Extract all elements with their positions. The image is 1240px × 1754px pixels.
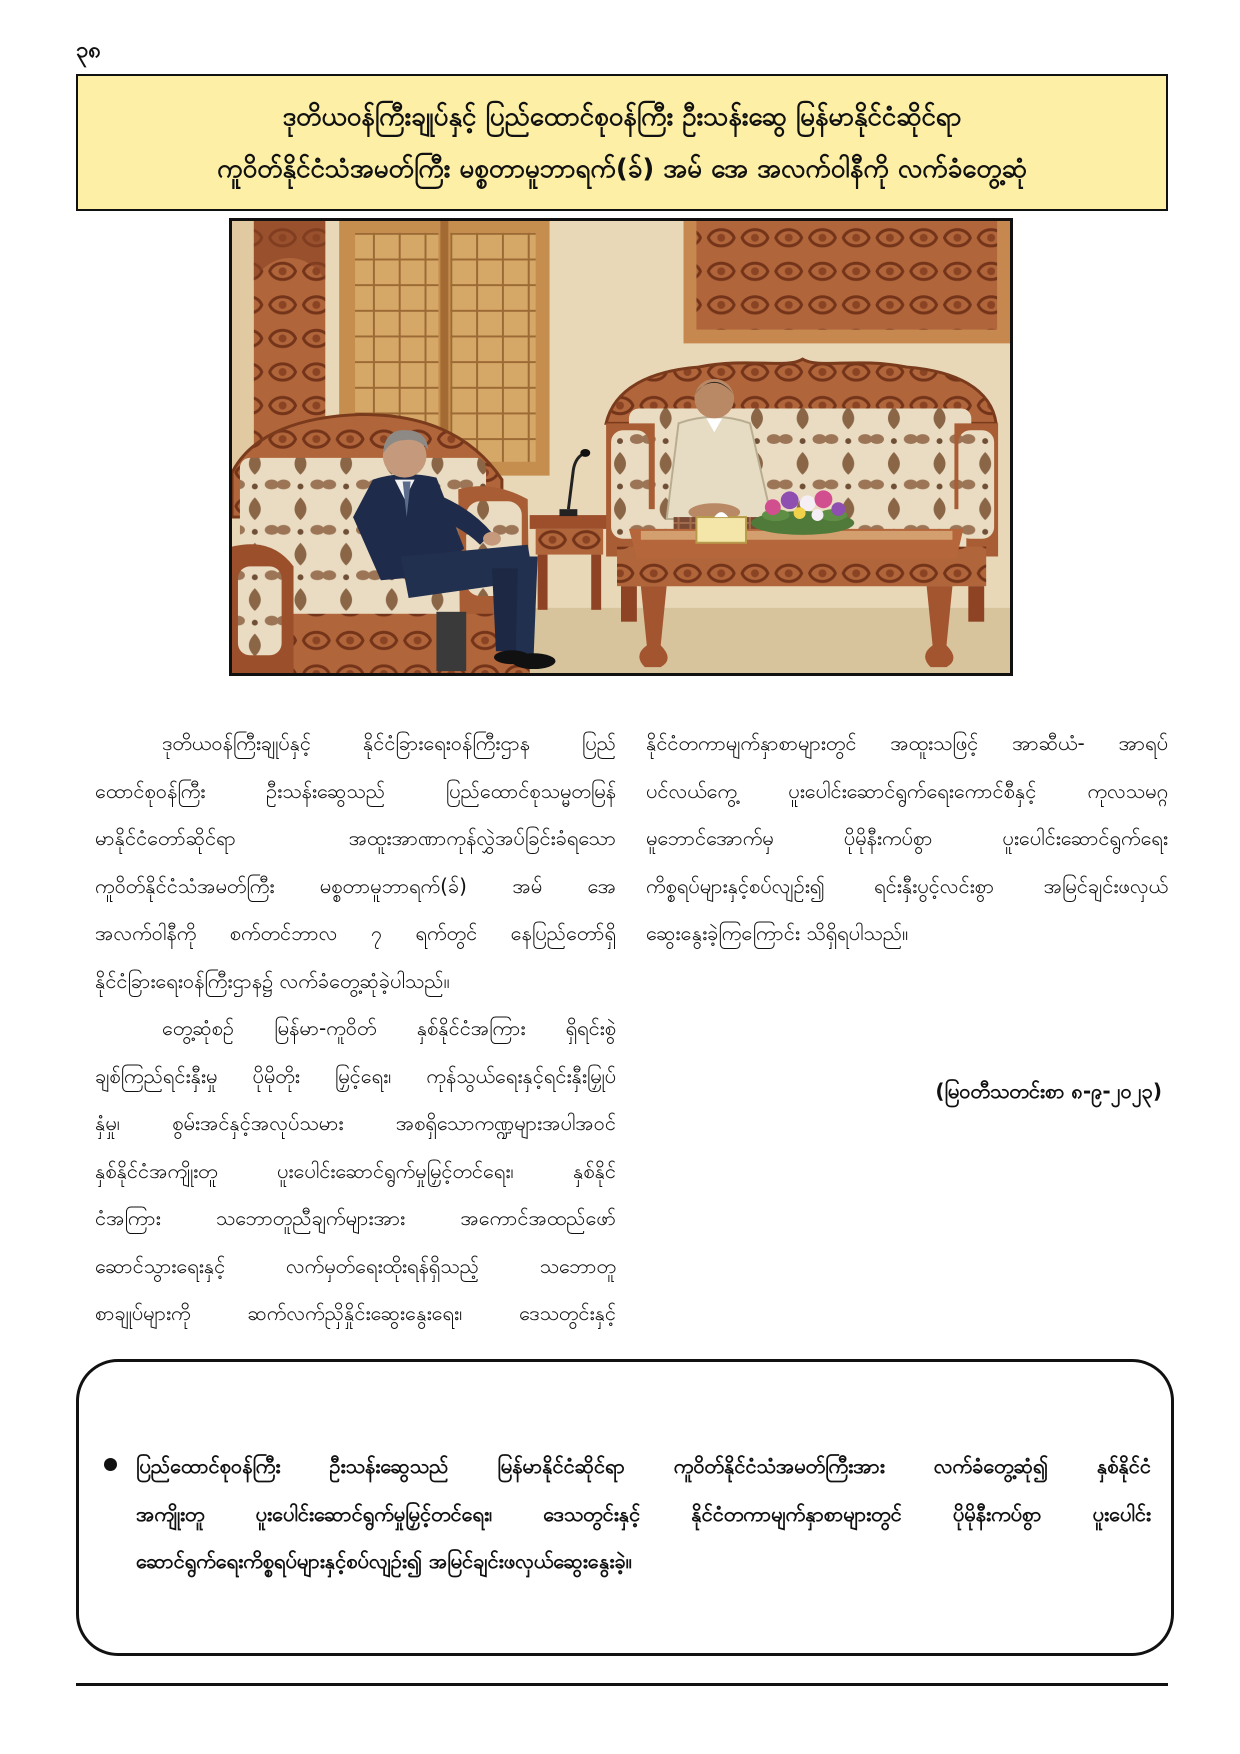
summary-line: အကျိုးတူ ပူးပေါင်းဆောင်ရွက်မှုမြှင့်တင်ရေး၊ ဒေသတွင်းနှင့် နိုင်ငံတကာမျက်နှာစာများတွင် ပိုမိုနီးကပ်စွာ ပူးပေါင်း <box>136 1501 1151 1526</box>
summary-line: ပြည်ထောင်စုဝန်ကြီး ဦးသန်းဆွေသည် မြန်မာနိုင်ငံဆိုင်ရာ ကူဝိတ်နိုင်ငံသံအမတ်ကြီးအား လက်ခံတွေ့ဆုံ၍ နှစ်နိုင်ငံ <box>136 1454 1151 1478</box>
headline-line: ကူဝိတ်နိုင်ငံသံအမတ်ကြီး မစ္စတာမူဘာရက်(ခ်) အမ် အေ အလက်ဝါနီကို လက်ခံတွေ့ဆုံ <box>217 153 1027 184</box>
text-line: ကူဝိတ်နိုင်ငံသံအမတ်ကြီး မစ္စတာမူဘာရက်(ခ်) အမ် အေ <box>95 873 616 898</box>
summary-line: ဆောင်ရွက်ရေးကိစ္စရပ်များနှင့်စပ်လျဉ်း၍ အမြင်ချင်းဖလှယ်ဆွေးနွေးခဲ့။ <box>136 1549 632 1573</box>
text-line: ငံအကြား သဘောတူညီချက်များအား အကောင်အထည်ဖော် <box>95 1206 616 1230</box>
headline-line: ဒုတိယဝန်ကြီးချုပ်နှင့် ပြည်ထောင်စုဝန်ကြီး ဦးသန်းဆွေ မြန်မာနိုင်ငံဆိုင်ရာ <box>282 101 962 132</box>
text-line: နှစ်နိုင်ငံအကျိုးတူ ပူးပေါင်းဆောင်ရွက်မှုမြှင့်တင်ရေး၊ နှစ်နိုင် <box>95 1158 616 1183</box>
page-number: ၃၈ <box>76 38 101 63</box>
article-paragraph <box>646 720 1168 958</box>
bottom-rule <box>76 1683 1168 1686</box>
text-line: ချစ်ကြည်ရင်းနှီးမှု ပိုမိုတိုး မြှင့်ရေး၊ ကုန်သွယ်ရေးနှင့်ရင်းနှီးမြှုပ် <box>95 1063 616 1088</box>
text-line: မာနိုင်ငံတော်ဆိုင်ရာ အထူးအာဏာကုန်လွှဲအပ်ခြင်းခံရသော <box>95 826 616 850</box>
carved-wall-panel <box>684 221 1010 343</box>
text-line: အလက်ဝါနီကို စက်တင်ဘာလ ၇ ရက်တွင် နေပြည်တော်ရှိ <box>95 921 616 945</box>
text-line: နိုင်ငံတကာမျက်နှာစာများတွင် အထူးသဖြင့် အာဆီယံ- အာရပ် <box>646 731 1168 755</box>
summary-text <box>136 1443 1151 1586</box>
tissue-box <box>696 512 746 543</box>
article-right-column <box>646 720 1168 958</box>
text-line: တွေ့ဆုံစဉ် မြန်မာ-ကူဝိတ် နှစ်နိုင်ငံအကြား ရှိရင်းစွဲ <box>162 1016 616 1040</box>
text-line: မူဘောင်အောက်မှ ပိုမိုနီးကပ်စွာ ပူးပေါင်းဆောင်ရွက်ရေး <box>646 826 1168 850</box>
bullet-icon <box>104 1458 117 1471</box>
headline-box <box>76 74 1168 211</box>
article-paragraph <box>95 720 616 1005</box>
text-line: ထောင်စုဝန်ကြီး ဦးသန်းဆွေသည် ပြည်ထောင်စုသမ္မတမြန် <box>95 778 616 803</box>
source-citation: (မြဝတီသတင်းစာ ၈-၉-၂၀၂၃) <box>935 1079 1162 1103</box>
text-line: ပင်လယ်ကွေ့ ပူးပေါင်းဆောင်ရွက်ရေးကောင်စီနှင့် ကုလသမဂ္ဂ <box>646 778 1168 803</box>
text-line: စာချုပ်များကို ဆက်လက်ညှိနှိုင်းဆွေးနွေးရေး၊ ဒေသတွင်းနှင့် <box>95 1301 616 1325</box>
text-line: နိုင်ငံခြားရေးဝန်ကြီးဌာန၌ လက်ခံတွေ့ဆုံခဲ့ပါသည်။ <box>95 968 450 993</box>
meeting-photo <box>229 218 1013 676</box>
text-line: နှံမှု၊ စွမ်းအင်နှင့်အလုပ်သမား အစရှိသောကဏ္ဍများအပါအဝင် <box>95 1111 616 1135</box>
article-left-column <box>95 720 616 1338</box>
meeting-photo-illustration <box>232 221 1010 673</box>
summary-box <box>76 1359 1174 1656</box>
article-paragraph <box>95 1005 616 1338</box>
text-line: ကိစ္စရပ်များနှင့်စပ်လျဉ်း၍ ရင်းနှီးပွင့်လင်းစွာ အမြင်ချင်းဖလှယ် <box>646 873 1168 898</box>
text-line: ဆွေးနွေးခဲ့ကြကြောင်း သိရှိရပါသည်။ <box>646 921 909 945</box>
text-line: ဒုတိယဝန်ကြီးချုပ်နှင့် နိုင်ငံခြားရေးဝန်ကြီးဌာန ပြည် <box>162 731 616 755</box>
text-line: ဆောင်သွားရေးနှင့် လက်မှတ်ရေးထိုးရန်ရှိသည့် သဘောတူ <box>95 1253 616 1278</box>
